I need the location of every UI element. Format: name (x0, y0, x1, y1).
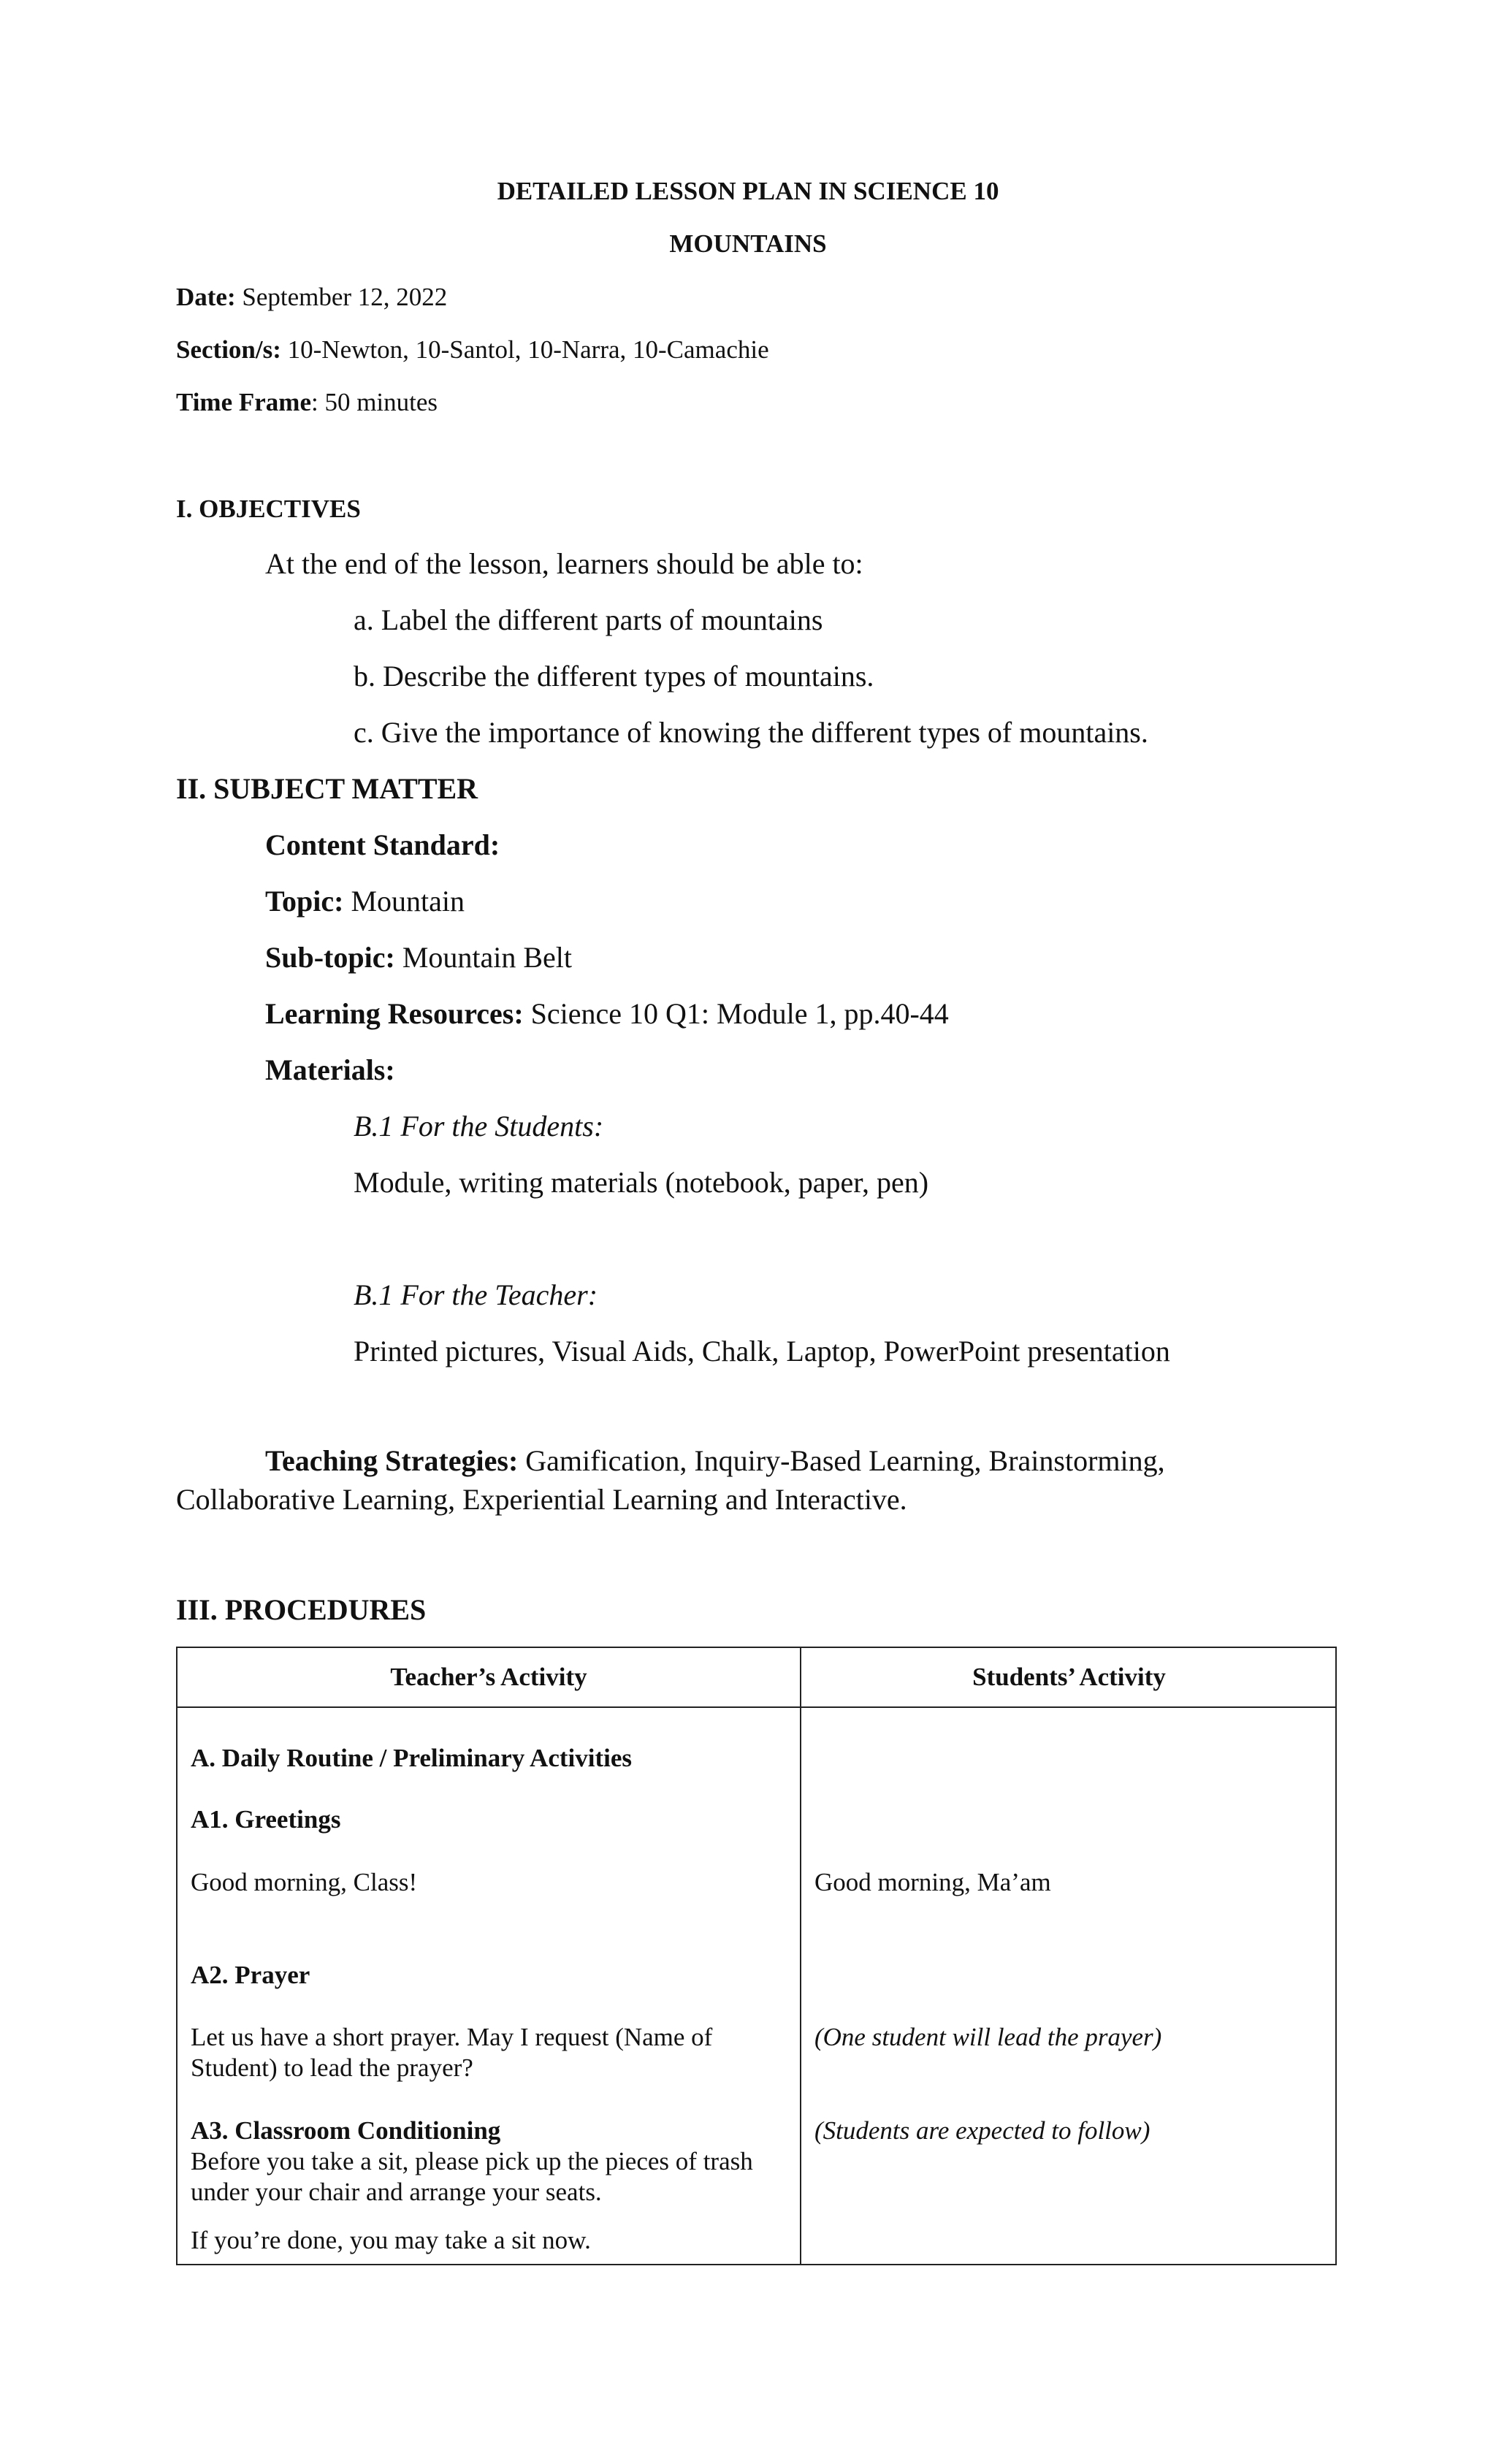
teacher-materials-heading: B.1 For the Teacher: (354, 1278, 598, 1311)
conditioning-students-text: (Students are expected to follow) (814, 2116, 1150, 2145)
teaching-strategies-line2: Collaborative Learning, Experiential Learning and Interactive. (176, 1483, 907, 1516)
greetings-teacher-text: Good morning, Class! (191, 1868, 418, 1896)
time-frame-label: Time Frame (176, 388, 311, 416)
procedures-table (176, 1647, 1337, 2265)
procedures-heading: III. PROCEDURES (176, 1593, 427, 1626)
greetings-students-text: Good morning, Ma’am (814, 1868, 1051, 1896)
teacher-materials-text: Printed pictures, Visual Aids, Chalk, Laptop, PowerPoint presentation (354, 1335, 1170, 1368)
prayer-students-text: (One student will lead the prayer) (814, 2023, 1162, 2051)
subtopic-value: Mountain Belt (394, 941, 573, 974)
greetings-heading: A1. Greetings (191, 1805, 341, 1834)
prayer-heading: A2. Prayer (191, 1961, 310, 1989)
subtopic-label: Sub-topic: (265, 941, 395, 974)
objective-item-c: c. Give the importance of knowing the different types of mountains. (354, 716, 1148, 749)
learning-resources-label: Learning Resources: (265, 997, 524, 1030)
learning-resources-line (265, 996, 949, 1031)
teaching-strategies-label: Teaching Strategies: (265, 1444, 519, 1477)
conditioning-teacher-line2: under your chair and arrange your seats. (191, 2178, 602, 2206)
daily-routine-heading: A. Daily Routine / Preliminary Activities (191, 1744, 633, 1772)
subject-matter-heading: II. SUBJECT MATTER (176, 772, 478, 805)
section-value: 10-Newton, 10-Santol, 10-Narra, 10-Camachie (280, 335, 769, 364)
classroom-conditioning-heading: A3. Classroom Conditioning (191, 2116, 501, 2145)
learning-resources-value: Science 10 Q1: Module 1, pp.40-44 (523, 997, 949, 1030)
students-materials-text: Module, writing materials (notebook, paper, pen) (354, 1166, 929, 1199)
date-line (176, 283, 447, 312)
date-value: September 12, 2022 (235, 283, 448, 311)
conditioning-teacher-line3: If you’re done, you may take a sit now. (191, 2226, 591, 2254)
document-title: DETAILED LESSON PLAN IN SCIENCE 10 (497, 177, 999, 205)
teaching-strategies-line1 (265, 1443, 1165, 1478)
objectives-intro: At the end of the lesson, learners should be able to: (265, 547, 863, 580)
teacher-activity-header: Teacher’s Activity (390, 1663, 587, 1691)
topic-label: Topic: (265, 885, 344, 918)
section-line (176, 335, 769, 365)
subtopic-line (265, 940, 572, 974)
topic-value: Mountain (343, 885, 465, 918)
conditioning-teacher-line1: Before you take a sit, please pick up the pieces of trash (191, 2147, 753, 2175)
table-header-divider (178, 1706, 1335, 1708)
prayer-teacher-line1: Let us have a short prayer. May I request (Name of (191, 2023, 713, 2051)
document-subtitle: MOUNTAINS (669, 229, 827, 258)
table-column-divider (800, 1648, 801, 2264)
content-standard-label: Content Standard: (265, 828, 500, 861)
topic-line (265, 884, 465, 918)
students-activity-header: Students’ Activity (972, 1663, 1166, 1691)
time-frame-line (176, 388, 438, 417)
date-label: Date: (176, 283, 236, 311)
objective-item-b: b. Describe the different types of mountains. (354, 660, 874, 693)
materials-label: Materials: (265, 1053, 395, 1086)
objective-item-a: a. Label the different parts of mountains (354, 603, 823, 636)
section-label: Section/s: (176, 335, 281, 364)
time-frame-value: : 50 minutes (310, 388, 438, 416)
teaching-strategies-value: Gamification, Inquiry-Based Learning, Brainstorming, (518, 1444, 1165, 1477)
students-materials-heading: B.1 For the Students: (354, 1110, 604, 1143)
prayer-teacher-line2: Student) to lead the prayer? (191, 2053, 473, 2082)
objectives-heading: I. OBJECTIVES (176, 495, 361, 523)
